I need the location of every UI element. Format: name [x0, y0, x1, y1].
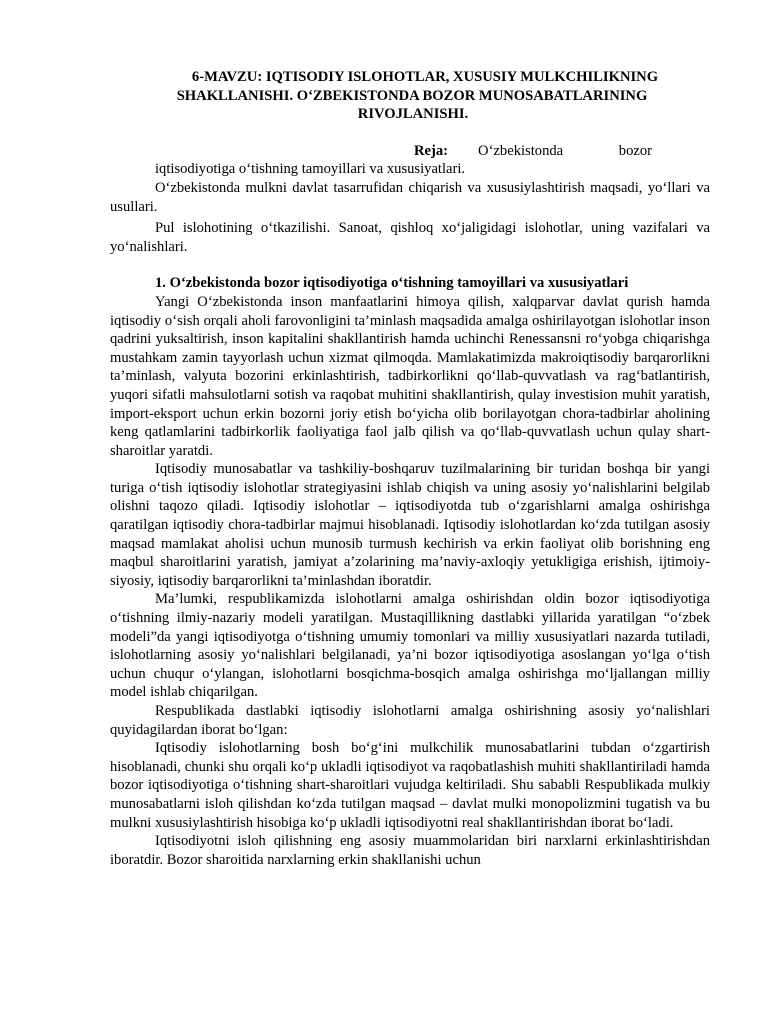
plan-item-2: O‘zbekistonda mulkni davlat tasarrufidan chiqarish va xususiylashtirish maqsadi, yo‘llari va usullari.: [110, 179, 710, 215]
document-title: [110, 68, 710, 124]
document-page: [110, 68, 710, 869]
section-1-paragraph-1: Yangi O‘zbekistonda inson manfaatlarini himoya qilish, xalqparvar davlat qurish hamda iqtisodiy o‘sish orqali aholi farovonligini ta’minlash maqsadida amalga oshirilayotgan islohotlar inson qadrini yuksaltirish, inson kapitalini shakllantirish hamda uchinchi Renessansni ro‘yobga chiqarishga mustahkam zamin tayyorlash uchun xizmat qilmoqda. Mamlakatimizda makroiqtisodiy barqarorlikni ta’minlash, valyuta bozorini erkinlashtirish, tadbirkorlikni qo‘llab-quvvatlash va rag‘batlantirish, yuqori sifatli mahsulotlarni sotish va raqobat muhitini shakllantirish, qulay investision muhit yaratish, import-eksport uchun erkin bozorni joriy etish bo‘yicha olib borilayotgan chora-tadbirlar aholining keng qatlamlarini tadbirkorlik faoliyatiga faol jalb qilish va qo‘llab-quvvatlash uchun qulay shart-sharoitlar yaratdi.: [110, 293, 710, 459]
spacer: [110, 124, 710, 142]
title-line-1: 6-MAVZU: IQTISODIY ISLOHOTLAR, XUSUSIY MULKCHILIKNING: [191, 69, 659, 85]
section-1-paragraph-5: Iqtisodiy islohotlarning bosh bo‘g‘ini mulkchilik munosabatlarini tubdan o‘zgartirish hisoblanadi, chunki shu orqali ko‘p ukladli iqtisodiyot va raqobatlashish muhiti shakllantiriladi hamda bozor iqtisodiyotiga o‘tishning shart-sharoitlari vujudga keltiriladi. Shu sababli Respublikada mulkiy munosabatlarni isloh qilishdan ko‘zda tutilgan maqsad – davlat mulki monopolizmini tugatish va bu mulkni xususiylashtirish hisobiga ko‘p ukladli iqtisodiyotni real shakllantirishdan iborat bo‘ladi.: [110, 740, 710, 831]
section-1-paragraph-2: Iqtisodiy munosabatlar va tashkiliy-boshqaruv tuzilmalarining bir turidan boshqa bir yangi turiga o‘tish iqtisodiy islohotlar strategiyasini ishlab chiqish va uning asosiy yo‘nalishlarini belgilab olishni taqozo qiladi. Iqtisodiy islohotlar – iqtisodiyotda tub o‘zgarishlarni amalga oshirishga qaratilgan iqtisodiy chora-tadbirlar majmui hisoblanadi. Iqtisodiy islohotlardan ko‘zda tutilgan asosiy maqsad mamlakat aholisi uchun munosib turmush kechirish va erkin faoliyat olib borishning eng maqbul sharoitlarini yaratish, jamiyat a’zolarining ma’naviy-axloqiy yetukligiga erishish, ijtimoiy-siyosiy, iqtisodiy barqarorlikni ta’minlashdan iboratdir.: [110, 461, 710, 589]
section-1-heading: 1. O‘zbekistonda bozor iqtisodiyotiga o‘tishning tamoyillari va xususiyatlari: [155, 275, 629, 292]
plan-item-3: Pul islohotining o‘tkazilishi. Sanoat, qishloq xo‘jaligidagi islohotlar, uning vazifalari va yo‘nalishlari.: [110, 220, 710, 255]
section-1-paragraph-3: Ma’lumki, respublikamizda islohotlarni amalga oshirishdan oldin bozor iqtisodiyotiga o‘tishning ilmiy-nazariy modeli yaratilgan. Mustaqillikning dastlabki yillarida yaratilgan “o‘zbek modeli”da yangi iqtisodiyotga o‘tishning umumiy tomonlari va milliy xususiyatlari nazarda tutiladi, islohotlarning asosiy yo‘nalishlari belgilanadi, ya’ni bozor iqtisodiyotiga asoslangan yo‘lga o‘tish uchun chuqur o‘ylangan, islohotlarni bosqichma-bosqich amalga oshirishga mo‘ljallangan milliy model ishlab chiqarilgan.: [110, 591, 710, 701]
spacer: [110, 256, 710, 274]
title-line-3: RIVOJLANISHI.: [357, 106, 469, 123]
section-1-paragraph-4: Respublikada dastlabki iqtisodiy islohotlarni amalga oshirishning asosiy yo‘nalishlari quyidagilardan iborat bo‘lgan:: [110, 703, 710, 738]
plan-item-1-word-2: bozor: [618, 142, 652, 159]
plan-label: Reja:: [414, 142, 449, 159]
title-line-2: SHAKLLANISHI. O‘ZBEKISTONDA BOZOR MUNOSABATLARINING: [176, 87, 648, 104]
plan-item-1-continuation: iqtisodiyotiga o‘tishning tamoyillari va xususiyatlari.: [155, 161, 466, 178]
plan-item-1-word-1: O‘zbekistonda: [478, 142, 564, 159]
section-1-paragraph-6: Iqtisodiyotni isloh qilishning eng asosiy muammolaridan biri narxlarni erkinlashtirishdan iboratdir. Bozor sharoitida narxlarning erkin shakllanishi uchun: [110, 833, 710, 868]
plan-heading-row: [110, 142, 710, 161]
